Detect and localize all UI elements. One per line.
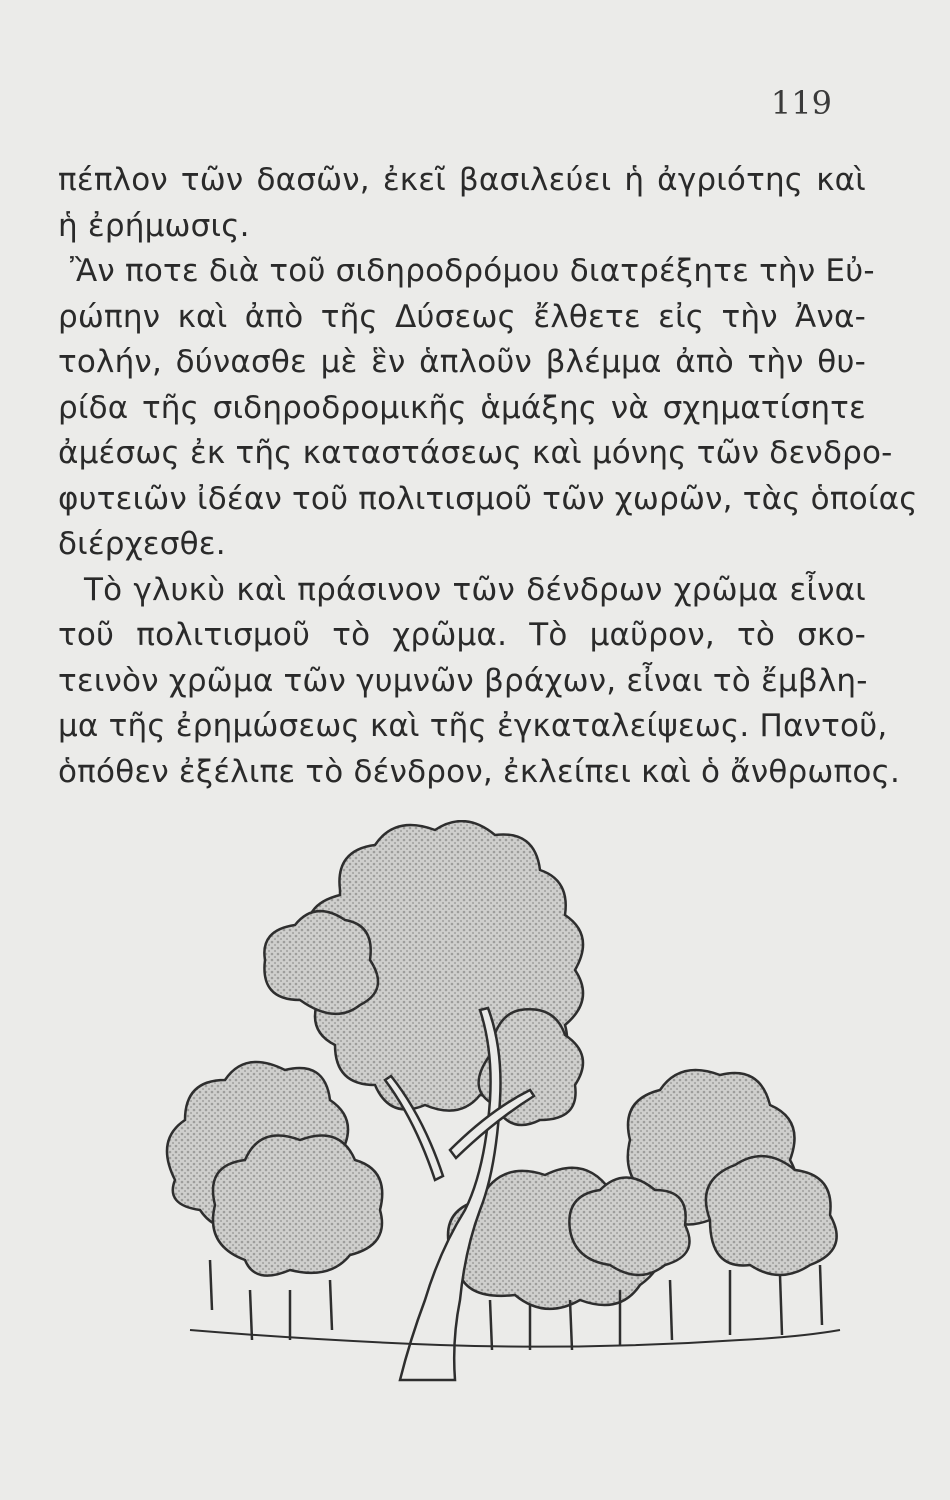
text-line: διέρχεσθε. — [58, 526, 226, 562]
text-line: ρίδα τῆς σιδηροδρομικῆς ἁμάξης νὰ σχηματίσητε — [58, 389, 866, 426]
text-line: τοῦ πολιτισμοῦ τὸ χρῶμα. Τὸ μαῦρον, τὸ σκο- — [58, 617, 866, 653]
text-line: ἀμέσως ἐκ τῆς καταστάσεως καὶ μόνης τῶν δενδρο- — [58, 435, 893, 471]
text-line: ὁπόθεν ἐξέλιπε τὸ δένδρον, ἐκλείπει καὶ ὁ ἄνθρωπος. — [58, 753, 901, 790]
text-line: Τὸ γλυκὺ καὶ πράσινον τῶν δένδρων χρῶμα εἶναι — [84, 571, 866, 608]
text-line: πέπλον τῶν δασῶν, ἐκεῖ βασιλεύει ἡ ἀγριότης καὶ — [58, 162, 866, 198]
ground-line — [190, 1330, 840, 1347]
text-line: ἡ ἐρήμωσις. — [58, 207, 250, 244]
tree-grove-illustration — [150, 820, 870, 1400]
page-number: 119 — [770, 84, 832, 122]
text-line: φυτειῶν ἰδέαν τοῦ πολιτισμοῦ τῶν χωρῶν, τὰς ὁποίας — [58, 480, 918, 517]
text-line: μα τῆς ἐρημώσεως καὶ τῆς ἐγκαταλείψεως. Παντοῦ, — [58, 708, 888, 744]
text-line: ρώπην καὶ ἀπὸ τῆς Δύσεως ἔλθετε εἰς τὴν Ἀνα- — [58, 298, 866, 335]
text-line: τεινὸν χρῶμα τῶν γυμνῶν βράχων, εἶναι τὸ ἔμβλη- — [58, 662, 868, 699]
text-line: Ἂν ποτε διὰ τοῦ σιδηροδρόμου διατρέξητε τὴν Εὐ- — [70, 253, 875, 289]
text-line: τολήν, δύνασθε μὲ ἓν ἁπλοῦν βλέμμα ἀπὸ τὴν θυ- — [58, 344, 866, 380]
left-bush — [167, 1062, 382, 1276]
body-text — [58, 158, 918, 795]
